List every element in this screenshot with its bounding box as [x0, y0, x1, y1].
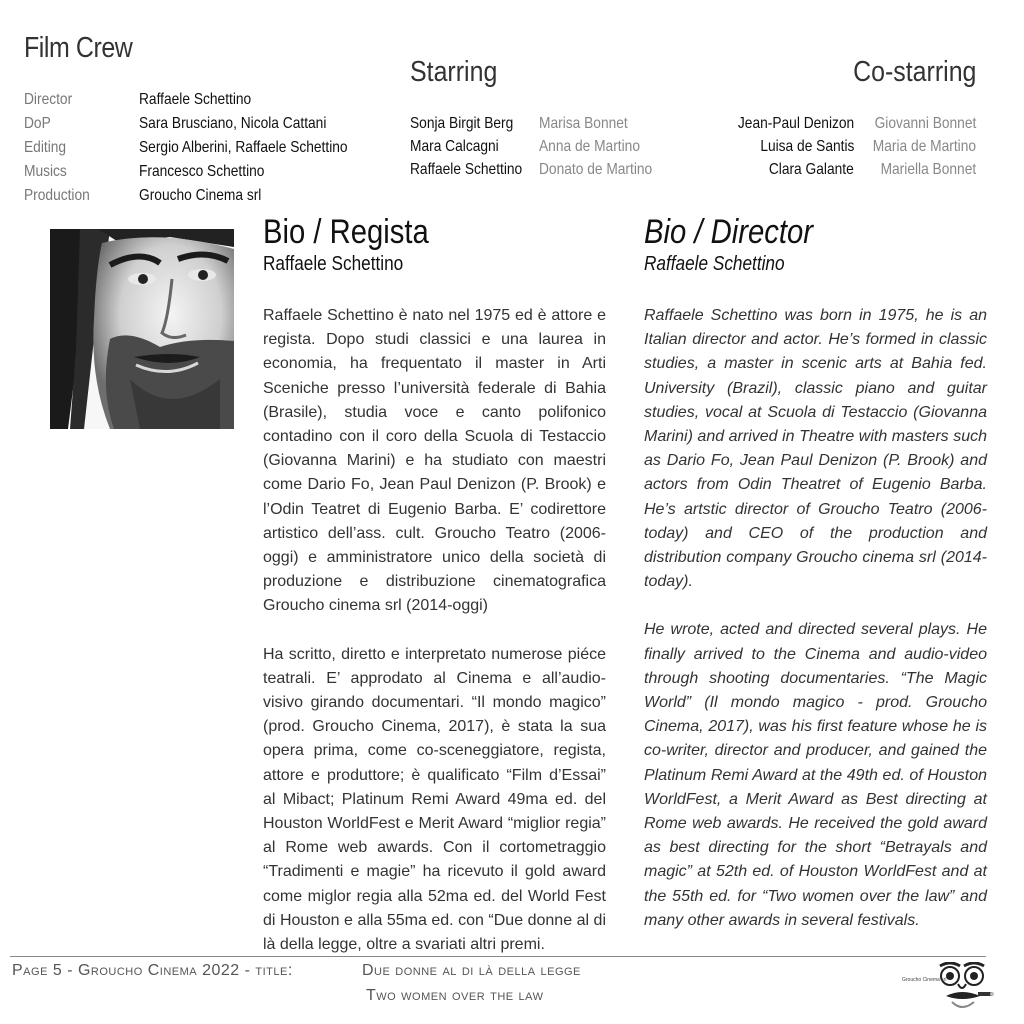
character-name: Donato de Martino — [539, 161, 653, 178]
bio-it-title — [263, 213, 456, 252]
footer-title-en: Two women over the law — [366, 987, 544, 1004]
crew-name: Sara Brusciano, Nicola Cattani — [139, 115, 327, 132]
bio-en-title — [644, 213, 841, 252]
footer-divider — [10, 956, 986, 957]
bio-en-paragraph: He wrote, acted and directed several plays. He finally arrived to the Cinema and audio-video through shooting documentaries. “The Magic World” (Il mondo magico - prod. Groucho Cinema, 2017), was his first feature whose he is co-writer, director and producer, and gained the Platinum Remi Award at the 49th ed. of Houston WorldFest, a Merit Award as Best directing at Rome web awards. He received the gold award as best directing for the short “Betrayals and magic” at 52th ed. of Houston WorldFest and at the 55th ed. for “Two women over the law” and many other awards in several festivals. — [644, 621, 987, 929]
costarring-heading: Co-starring — [852, 56, 976, 88]
crew-name: Groucho Cinema srl — [139, 187, 262, 204]
logo-text: Groucho Cinema srl — [902, 977, 947, 983]
actor-name: Clara Galante — [769, 161, 854, 178]
groucho-cinema-logo — [900, 962, 996, 1012]
cast-row — [410, 161, 710, 185]
cast-row — [676, 138, 976, 162]
actor-name: Luisa de Santis — [759, 138, 854, 155]
crew-name: Francesco Schettino — [139, 163, 265, 180]
bio-it-paragraph: Raffaele Schettino è nato nel 1975 ed è attore e regista. Dopo studi classici e una laurea in economia, ha frequentato il master in Arti Sceniche presso l’università federale di Bahia (Brasile), studia voce e canto polifonico contadino con il coro della Scuola di Testaccio (Giovanna Marini) e ha studiato con maestri come Dario Fo, Jean Paul Denizon (P. Brook) e l’Odin Teatret di Eugenio Barba. E’ codirettore artistico dell’ass. cult. Groucho Teatro (2006-oggi) e amministratore unico della società di produzione e distribuzione cinematografica Groucho cinema srl (2014-oggi) — [263, 307, 606, 615]
film-crew-heading: Film Crew — [24, 32, 133, 64]
bio-it-heading: Bio / Regista — [263, 213, 429, 251]
cast-row — [410, 138, 710, 162]
character-name: Maria de Martino — [872, 138, 976, 155]
bio-en-paragraph: Raffaele Schettino was born in 1975, he is an Italian director and actor. He’s formed in classic studies, a master in scenic arts at Bahia fed. University (Brazil), classic piano and guitar studies, vocal at Scuola di Testaccio (Giovanna Marini) and arrived in Theatre with masters such as Dario Fo, Jean Paul Denizon (P. Brook) and actors from Odin Theatret of Eugenio Barba. He’s artstic director of Groucho Teatro (2006-today) and CEO of the production and distribution company Groucho cinema srl (2014-today). — [644, 307, 987, 591]
character-name: Marisa Bonnet — [539, 115, 628, 132]
bio-it-subtitle-wrap — [263, 253, 426, 276]
starring-heading: Starring — [410, 56, 498, 88]
actor-name: Jean-Paul Denizon — [737, 115, 854, 132]
crew-name: Sergio Alberini, Raffaele Schettino — [139, 139, 348, 156]
bio-it-subtitle: Raffaele Schettino — [263, 253, 404, 275]
actor-name: Raffaele Schettino — [410, 161, 523, 178]
director-portrait — [50, 229, 234, 429]
portrait-illustration — [50, 229, 234, 429]
bio-en-body — [644, 304, 987, 957]
cast-row — [676, 115, 976, 139]
character-name: Giovanni Bonnet — [874, 115, 976, 132]
crew-name: Raffaele Schettino — [139, 91, 252, 108]
bio-it-body — [263, 304, 606, 981]
crew-role: Editing — [24, 139, 67, 156]
character-name: Anna de Martino — [539, 138, 640, 155]
crew-role: DoP — [24, 115, 51, 132]
footer-page-info: Page 5 - Groucho Cinema 2022 - title: — [12, 962, 293, 979]
bio-en-subtitle: Raffaele Schettino — [644, 253, 785, 275]
crew-role: Musics — [24, 163, 67, 180]
cast-row — [410, 115, 710, 139]
bio-it-paragraph: Ha scritto, diretto e interpretato numerose piéce teatrali. E’ approdato al Cinema e all’audio-visivo girando documentari. “Il mondo magico” (prod. Groucho Cinema, 2017), è stata la sua opera prima, come co-sceneggiatore, regista, attore e produttore; è qualificato “Film d’Essai” al Mibact; Platinum Remi Award 49ma ed. del Houston WorldFest e Merit Award “miglior regia” al Rome web awards. Con il cortometraggio “Tradimenti e magie” ha ricevuto il gold award come miglor regia alla 52ma ed. del World Fest di Houston e alla 55ma ed. con “Due donne al di là della legge, oltre a svariati altri premi. — [263, 645, 606, 954]
footer-title-it: Due donne al di là della legge — [362, 962, 581, 979]
character-name: Mariella Bonnet — [880, 161, 976, 178]
actor-name: Sonja Birgit Berg — [410, 115, 514, 132]
cast-row — [676, 161, 976, 185]
bio-en-heading: Bio / Director — [644, 213, 813, 251]
crew-role: Production — [24, 187, 90, 204]
crew-role: Director — [24, 91, 73, 108]
groucho-logo-icon — [900, 962, 996, 1012]
actor-name: Mara Calcagni — [410, 138, 499, 155]
bio-en-subtitle-wrap — [644, 253, 807, 276]
